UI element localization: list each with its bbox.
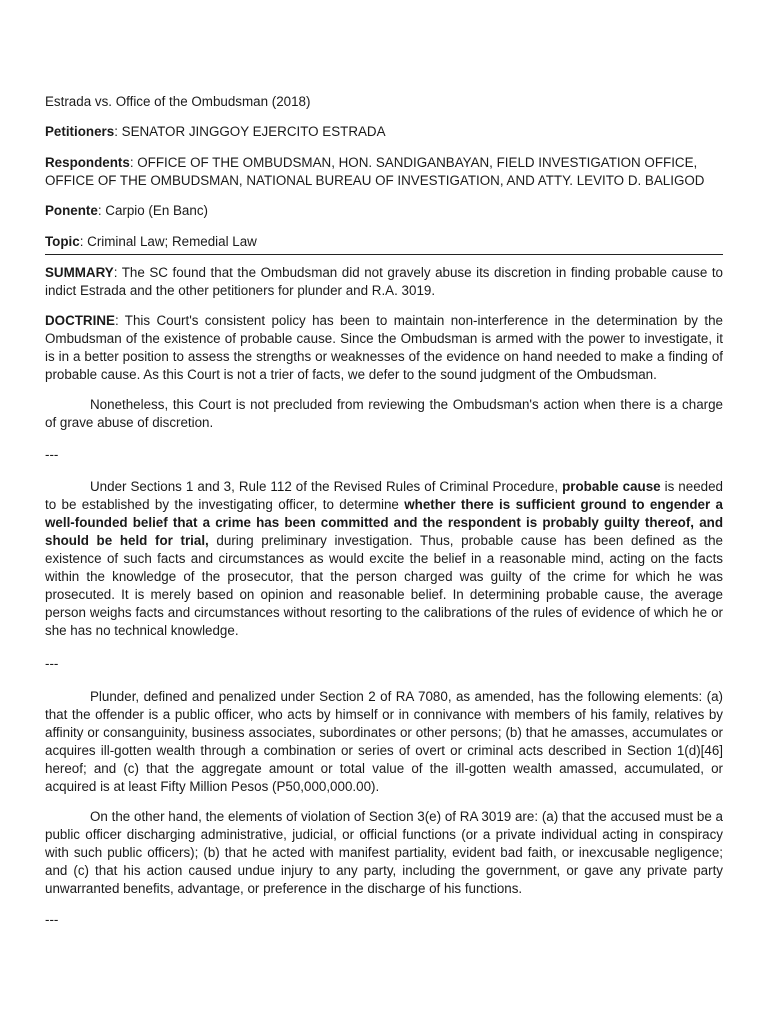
respondents-line: [45, 154, 723, 190]
ponente-value: : Carpio (En Banc): [97, 203, 208, 218]
summary-text: : The SC found that the Ombudsman did not gravely abuse its discretion in finding probable cause to indict Estrada and the other petitioners for plunder and R.A. 3019.: [45, 265, 723, 298]
summary-paragraph: [45, 264, 723, 300]
probable-cause-bold-1: probable cause: [562, 479, 661, 494]
separator: ---: [45, 656, 59, 671]
probable-cause-text-2: is needed to be established by the investigating officer, to determine: [45, 479, 723, 512]
petitioners-value: : SENATOR JINGGOY EJERCITO ESTRADA: [114, 124, 386, 139]
petitioners-line: [45, 123, 723, 141]
probable-cause-text-3: during preliminary investigation. Thus, probable cause has been defined as the existence of such facts and circumstances as would excite the belief in a reasonable mind, acting on the facts within the knowledge of the prosecutor, that the person charged was guilty of the crime for which he was prosecuted. It is merely based on opinion and reasonable belief. In determining probable cause, the average person weighs facts and circumstances without resorting to the calibrations of the rules of evidence of which he or she has no technical knowledge.: [45, 533, 723, 638]
respondents-label: Respondents: [45, 155, 130, 170]
topic-label: Topic: [45, 234, 80, 249]
document-page: [45, 93, 723, 947]
topic-section: [45, 233, 723, 255]
topic-value: : Criminal Law; Remedial Law: [79, 234, 257, 249]
separator: ---: [45, 447, 59, 462]
topic-line: [45, 233, 723, 251]
summary-label: SUMMARY: [45, 265, 114, 280]
doctrine-label: DOCTRINE: [45, 313, 115, 328]
doctrine-paragraph: [45, 312, 723, 384]
respondents-value: : OFFICE OF THE OMBUDSMAN, HON. SANDIGANBAYAN, FIELD INVESTIGATION OFFICE, OFFICE OF THE OMBUDSMAN, NATIONAL BUREAU OF INVESTIGATION, AND ATTY. LEVITO D. BALIGOD: [45, 155, 705, 188]
probable-cause-bold-2: whether there is sufficient ground to engender a well-founded belief that a crime has been committed and the respondent is probably guilty thereof, and should be held for trial,: [45, 497, 724, 548]
doctrine-followup-paragraph: Nonetheless, this Court is not precluded from reviewing the Ombudsman's action when there is a charge of grave abuse of discretion.: [45, 397, 723, 430]
separator: ---: [45, 912, 59, 927]
ponente-label: Ponente: [45, 203, 98, 218]
ra3019-paragraph: On the other hand, the elements of violation of Section 3(e) of RA 3019 are: (a) that the accused must be a public officer discharging administrative, judicial, or official functions (or a private individual acting in conspiracy with such public officers); (b) that he acted with manifest partiality, evident bad faith, or inexcusable negligence; and (c) that his action caused undue injury to any party, including the government, or gave any private party unwarranted benefits, advantage, or preference in the discharge of his functions.: [45, 809, 723, 896]
probable-cause-paragraph: [45, 478, 723, 640]
doctrine-text: : This Court's consistent policy has been to maintain non-interference in the determination by the Ombudsman of the existence of probable cause. Since the Ombudsman is armed with the power to investigate, it is in a better position to assess the strengths or weaknesses of the evidence on hand needed to make a finding of probable cause. As this Court is not a trier of facts, we defer to the sound judgment of the Ombudsman.: [45, 313, 723, 382]
case-title: Estrada vs. Office of the Ombudsman (2018): [45, 94, 311, 109]
probable-cause-text-1: Under Sections 1 and 3, Rule 112 of the Revised Rules of Criminal Procedure,: [90, 479, 563, 494]
plunder-paragraph: Plunder, defined and penalized under Section 2 of RA 7080, as amended, has the following elements: (a) that the offender is a public officer, who acts by himself or in connivance with members of his family, relatives by affinity or consanguinity, business associates, subordinates or other persons; (b) that he amasses, accumulates or acquires ill-gotten wealth through a combination or series of overt or criminal acts described in Section 1(d)[46] hereof; and (c) that the aggregate amount or total value of the ill-gotten wealth amassed, accumulated, or acquired is at least Fifty Million Pesos (P50,000,000.00).: [45, 689, 723, 794]
petitioners-label: Petitioners: [45, 124, 115, 139]
ponente-line: [45, 202, 723, 220]
